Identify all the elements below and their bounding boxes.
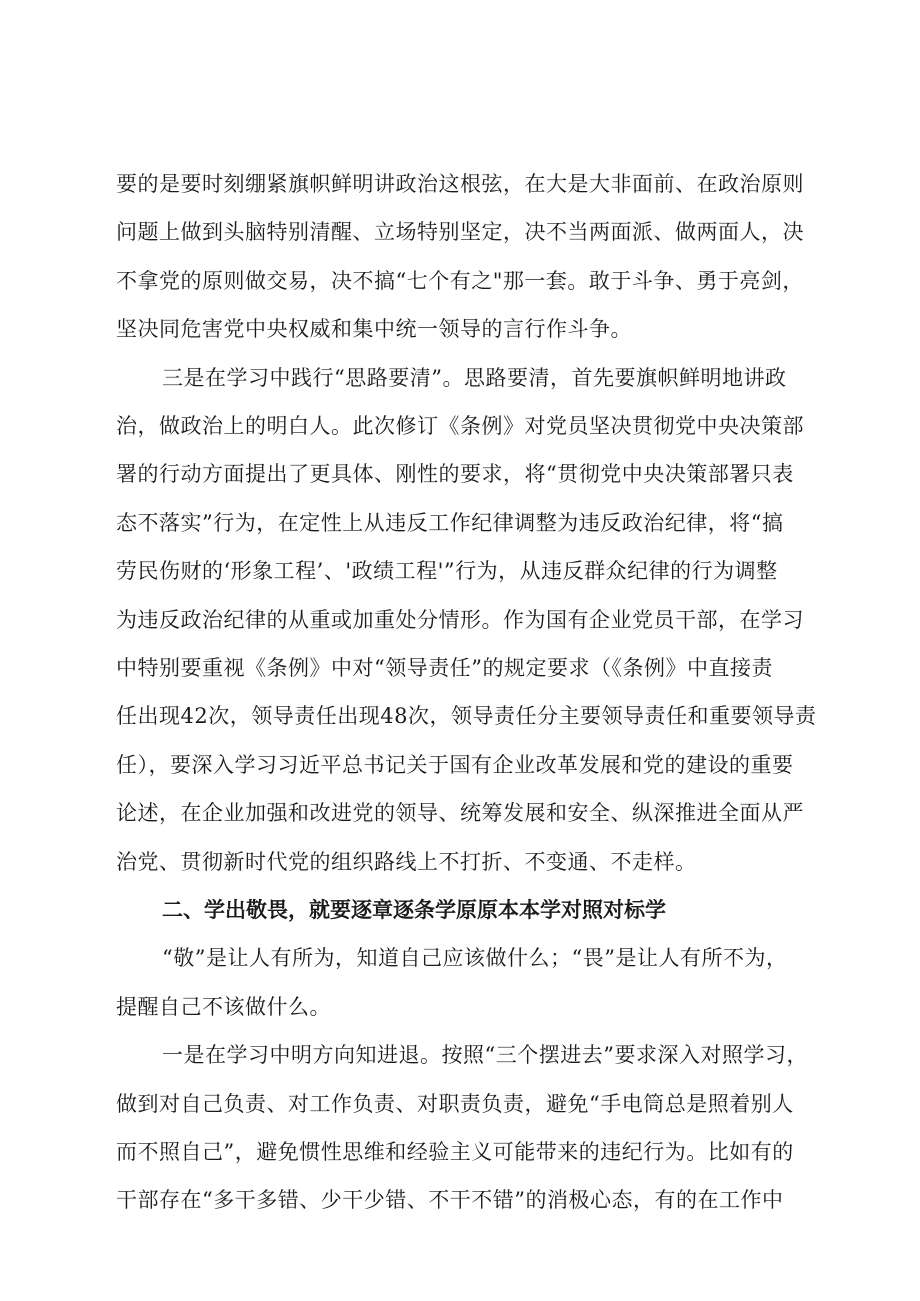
paragraph-line: 署的行动方面提出了更具体、刚性的要求，将“贯彻党中央决策部署只表 bbox=[116, 462, 794, 486]
paragraph-line: 而不照自己”，避免惯性思维和经验主义可能带来的违纪行为。比如有的 bbox=[116, 1140, 794, 1164]
section-heading: 二、学出敬畏，就要逐章逐条学原原本本学对照对标学 bbox=[162, 898, 666, 922]
paragraph-line: 态不落实”行为，在定性上从违反工作纪律调整为违反政治纪律，将“搞 bbox=[116, 511, 784, 535]
paragraph-line: 问题上做到头脑特别清醒、立场特别坚定，决不当两面派、做两面人，决 bbox=[116, 220, 804, 244]
paragraph-line: 论述，在企业加强和改进党的领导、统筹发展和安全、纵深推进全面从严 bbox=[116, 801, 804, 825]
paragraph-line: 要的是要时刻绷紧旗帜鲜明讲政治这根弦，在大是大非面前、在政治原则 bbox=[116, 172, 804, 196]
paragraph-line: 任），要深入学习习近平总书记关于国有企业改革发展和党的建设的重要 bbox=[116, 753, 794, 777]
paragraph-line: “敬”是让人有所为，知道自己应该做什么；“畏”是让人有所不为， bbox=[162, 946, 788, 970]
paragraph-line: 坚决同危害党中央权威和集中统一领导的言行作斗争。 bbox=[116, 317, 632, 341]
paragraph-line: 中特别要重视《条例》中对“领导责任”的规定要求（《条例》中直接责 bbox=[116, 656, 773, 680]
paragraph-line: 为违反政治纪律的从重或加重处分情形。作为国有企业党员干部，在学习 bbox=[116, 608, 804, 632]
paragraph-line: 治党、贯彻新时代党的组织路线上不打折、不变通、不走样。 bbox=[116, 850, 697, 874]
paragraph-line: 一是在学习中明方向知进退。按照“三个摆进去”要求深入对照学习， bbox=[162, 1043, 808, 1067]
paragraph-line: 三是在学习中践行“思路要清”。思路要清，首先要旗帜鲜明地讲政 bbox=[162, 366, 787, 390]
paragraph-line: 提醒自己不该做什么。 bbox=[116, 995, 331, 1019]
paragraph-line: 治，做政治上的明白人。此次修订《条例》对党员坚决贯彻党中央决策部 bbox=[116, 414, 804, 438]
paragraph-line: 做到对自己负责、对工作负责、对职责负责，避免“手电筒总是照着别人 bbox=[116, 1092, 794, 1116]
paragraph-line: 劳民伤财的‘形象工程’、'政绩工程'”行为，从违反群众纪律的行为调整 bbox=[116, 559, 778, 583]
paragraph-line: 任出现42次，领导责任出现48次，领导责任分主要领导责任和重要领导责 bbox=[116, 704, 817, 728]
paragraph-line: 不拿党的原则做交易，决不搞“七个有之"那一套。敢于斗争、勇于亮剑， bbox=[116, 269, 804, 293]
paragraph-line: 干部存在“多干多错、少干少错、不干不错”的消极心态，有的在工作中 bbox=[116, 1188, 784, 1212]
